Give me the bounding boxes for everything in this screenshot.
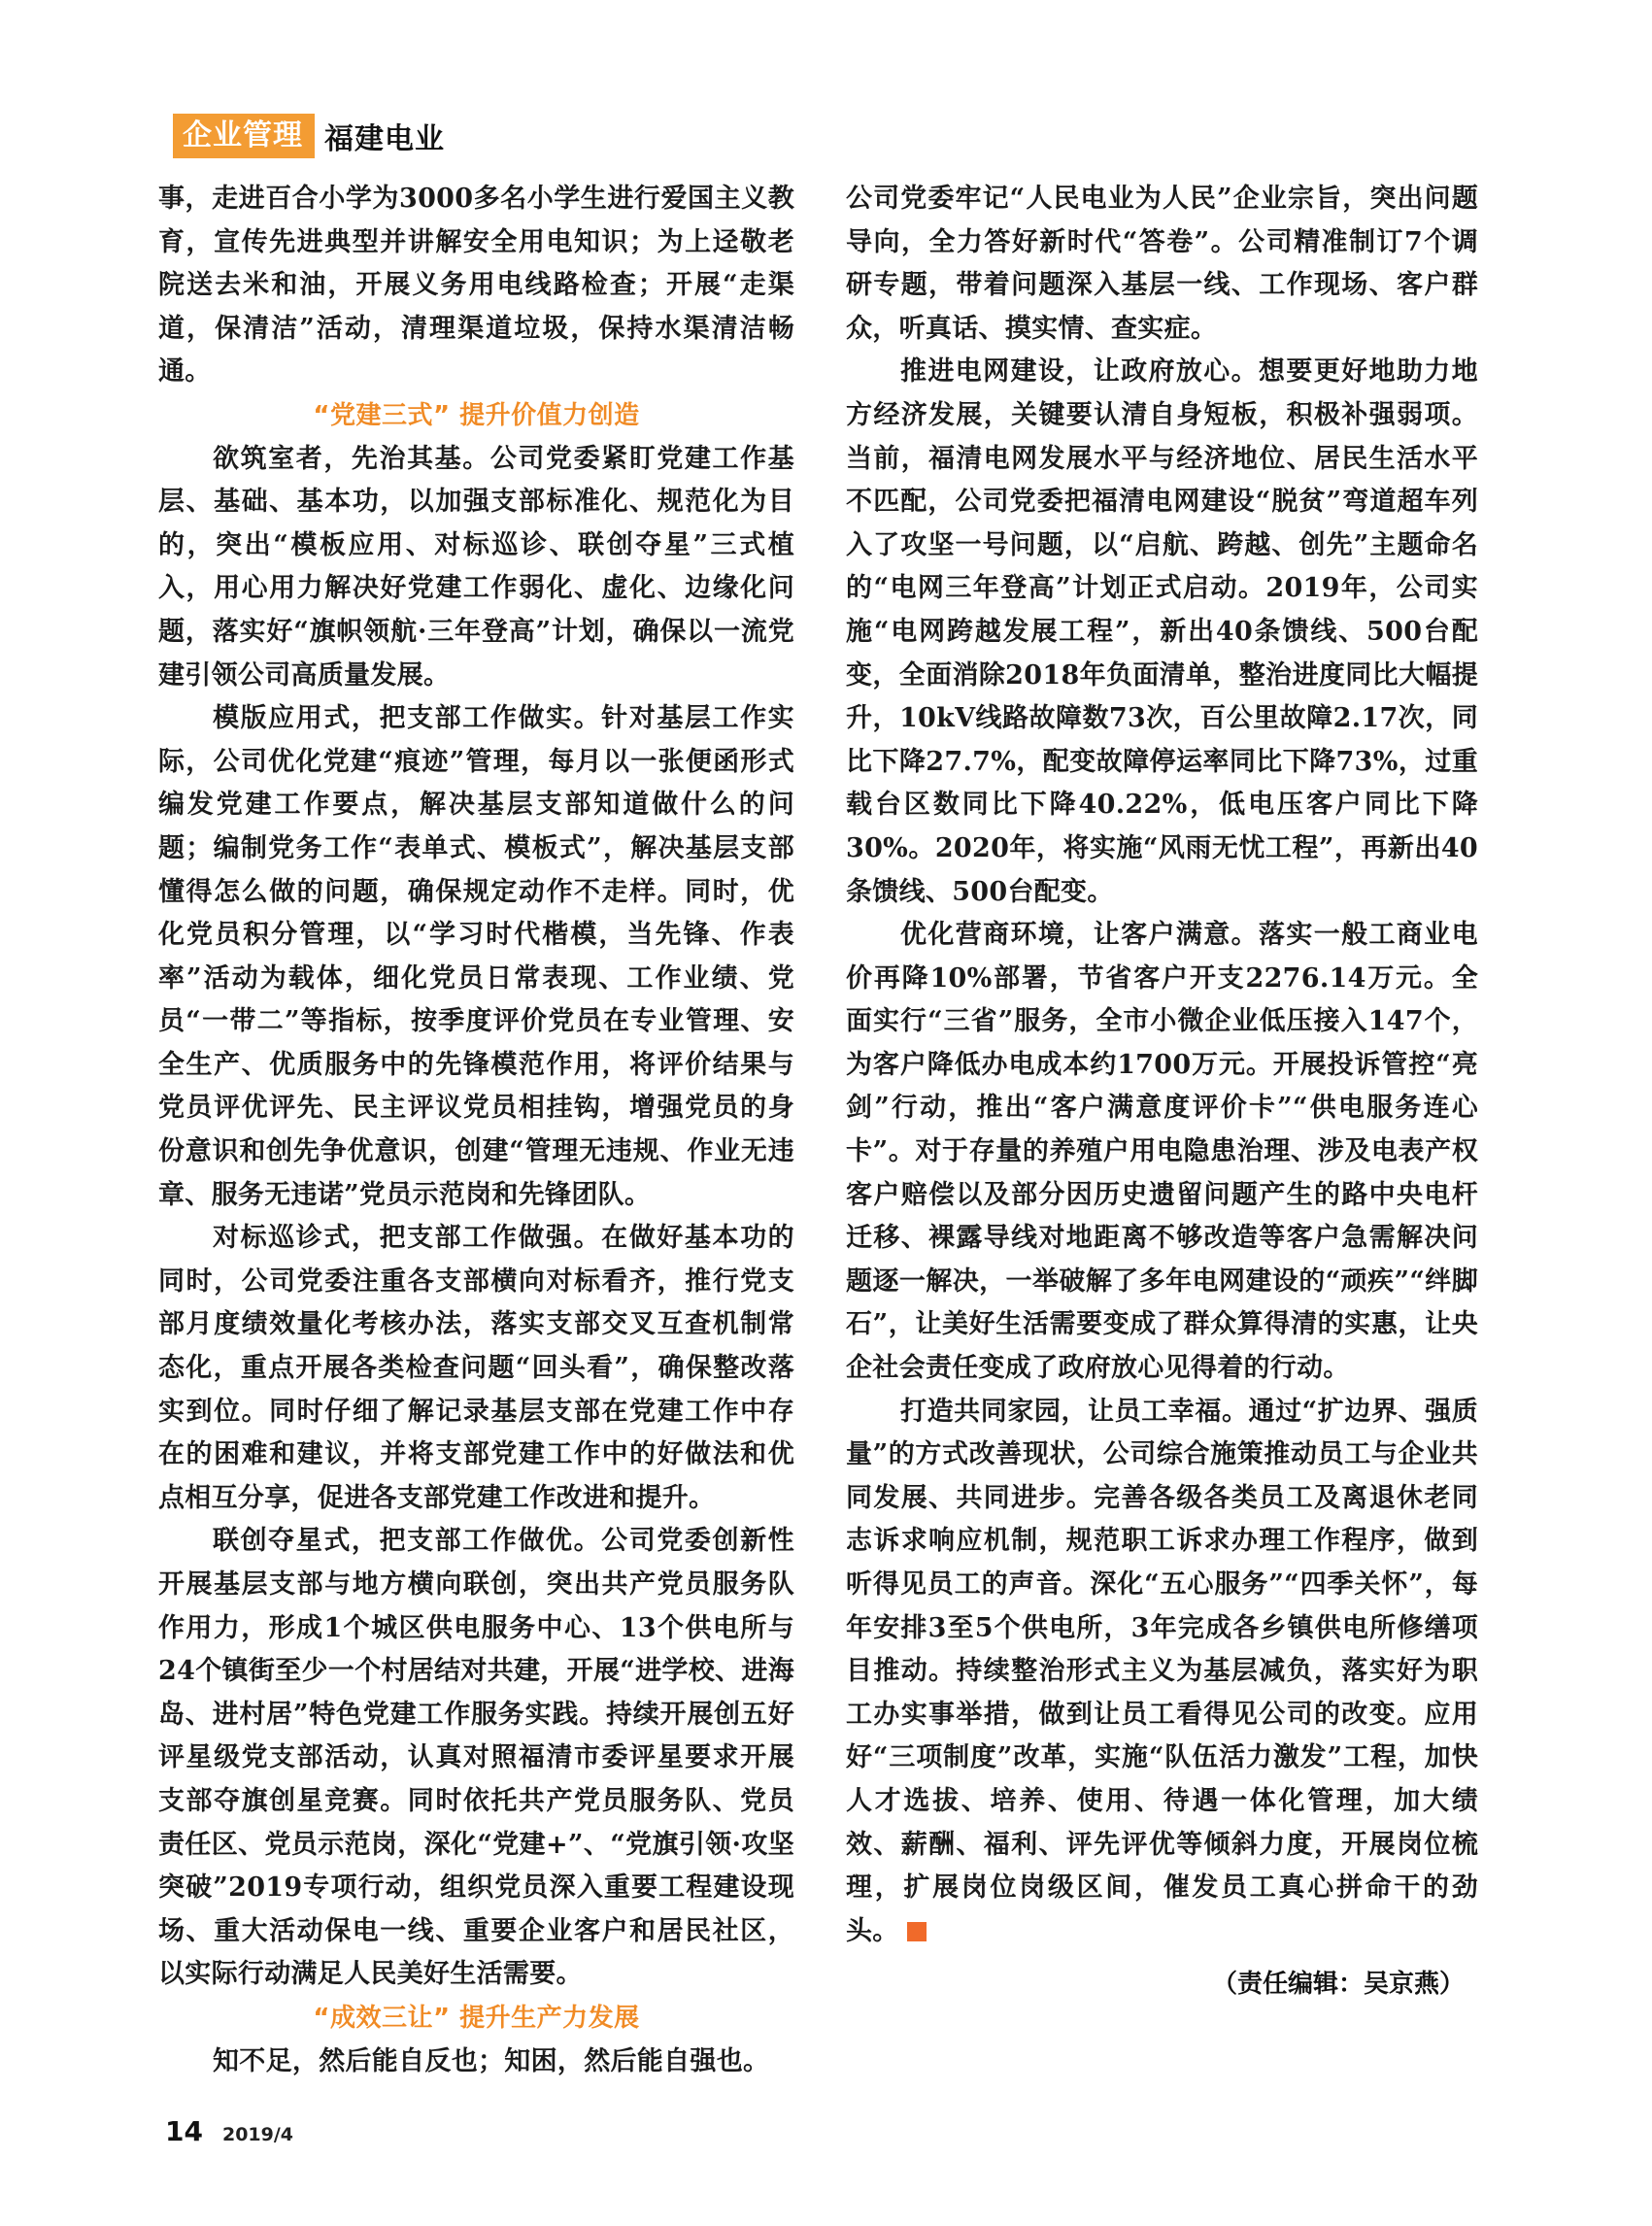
editor-credit: （责任编辑：吴京燕） bbox=[1211, 1970, 1465, 1999]
end-mark bbox=[907, 1922, 927, 1941]
paragraph: 公司党委牢记“人民电业为人民”企业宗旨，突出问题导向，全力答好新时代“答卷”。公司精准制订7个调研专题，带着问题深入基层一线、工作现场、客户群众，听真话、摸实情、查实症。 bbox=[846, 184, 1478, 344]
issue-date: 2019/4 bbox=[221, 2124, 294, 2145]
page-number: 14 bbox=[165, 2115, 203, 2147]
right-column bbox=[846, 178, 1478, 1953]
magazine-name: 福建电业 bbox=[324, 122, 445, 156]
section-badge: 企业管理 bbox=[173, 114, 315, 158]
paragraph: 打造共同家园，让员工幸福。通过“扩边界、强质量”的方式改善现状，公司综合施策推动员工与企业共同发展、共同进步。完善各级各类员工及离退休老同志诉求响应机制，规范职工诉求办理工作程序，做到听得见员工的声音。深化“五心服务”“四季关怀”，每年安排3至5个供电所，3年完成各乡镇供电所修缮项目推动。持续整治形式主义为基层减负，落实好为职工办实事举措，做到让员工看得见公司的改变。应用好“三项制度”改革，实施“队伍活力激发”工程，加快人才选拔、培养、使用、待遇一体化管理，加大绩效、薪酬、福利、评先评优等倾斜力度，开展岗位梳理，扩展岗位岗级区间，催发员工真心拼命干的劲头。 bbox=[846, 1396, 1478, 1946]
paragraph: 模版应用式，把支部工作做实。针对基层工作实际，公司优化党建“痕迹”管理，每月以一张便函形式编发党建工作要点，解决基层支部知道做什么的问题；编制党务工作“表单式、模板式”，解决基层支部懂得怎么做的问题，确保规定动作不走样。同时，优化党员积分管理，以“学习时代楷模，当先锋、作表率”活动为载体，细化党员日常表现、工作业绩、党员“一带二”等指标，按季度评价党员在专业管理、安全生产、优质服务中的先锋模范作用，将评价结果与党员评优评先、民主评议党员相挂钩，增强党员的身份意识和创先争优意识，创建“管理无违规、作业无违章、服务无违诺”党员示范岗和先锋团队。 bbox=[158, 703, 794, 1210]
section-heading: “成效三让” 提升生产力发展 bbox=[313, 2003, 640, 2033]
page-footer bbox=[165, 2115, 293, 2147]
paragraph: 欲筑室者，先治其基。公司党委紧盯党建工作基层、基础、基本功，以加强支部标准化、规范化为目的，突出“模板应用、对标巡诊、联创夺星”三式植入，用心用力解决好党建工作弱化、虚化、边缘化问题，落实好“旗帜领航·三年登高”计划，确保以一流党建引领公司高质量发展。 bbox=[158, 443, 794, 691]
section-heading: “党建三式” 提升价值力创造 bbox=[313, 400, 640, 430]
paragraph: 对标巡诊式，把支部工作做强。在做好基本功的同时，公司党委注重各支部横向对标看齐，推行党支部月度绩效量化考核办法，落实支部交叉互查机制常态化，重点开展各类检查问题“回头看”，确保整改落实到位。同时仔细了解记录基层支部在党建工作中存在的困难和建议，并将支部党建工作中的好做法和优点相互分享，促进各支部党建工作改进和提升。 bbox=[158, 1223, 794, 1513]
paragraph: 事，走进百合小学为3000多名小学生进行爱国主义教育，宣传先进典型并讲解安全用电知识；为上迳敬老院送去米和油，开展义务用电线路检查；开展“走渠道，保清洁”活动，清理渠道垃圾，保持水渠清洁畅通。 bbox=[158, 184, 794, 388]
left-column bbox=[158, 178, 794, 2083]
paragraph: 知不足，然后能自反也；知困，然后能自强也。 bbox=[213, 2045, 770, 2076]
paragraph: 推进电网建设，让政府放心。想要更好地助力地方经济发展，关键要认清自身短板，积极补强弱项。当前，福清电网发展水平与经济地位、居民生活水平不匹配，公司党委把福清电网建设“脱贫”弯道超车列入了攻坚一号问题，以“启航、跨越、创先”主题命名的“电网三年登高”计划正式启动。2019年，公司实施“电网跨越发展工程”，新出40条馈线、500台配变，全面消除2018年负面清单，整治进度同比大幅提升，10kV线路故障数73次，百公里故障2.17次，同比下降27.7%，配变故障停运率同比下降73%，过重载台区数同比下降40.22%，低电压客户同比下降30%。2020年，将实施“风雨无忧工程”，再新出40条馈线、500台配变。 bbox=[846, 356, 1478, 907]
page-header bbox=[173, 114, 445, 158]
paragraph: 联创夺星式，把支部工作做优。公司党委创新性开展基层支部与地方横向联创，突出共产党员服务队作用力，形成1个城区供电服务中心、13个供电所与24个镇街至少一个村居结对共建，开展“进学校、进海岛、进村居”特色党建工作服务实践。持续开展创五好评星级党支部活动，认真对照福清市委评星要求开展支部夺旗创星竞赛。同时依托共产党员服务队、党员责任区、党员示范岗，深化“党建+”、“党旗引领·攻坚突破”2019专项行动，组织党员深入重要工程建设现场、重大活动保电一线、重要企业客户和居民社区，以实际行动满足人民美好生活需要。 bbox=[158, 1526, 794, 1990]
paragraph: 优化营商环境，让客户满意。落实一般工商业电价再降10%部署，节省客户开支2276.14万元。全面实行“三省”服务，全市小微企业低压接入147个，为客户降低办电成本约1700万元。开展投诉管控“亮剑”行动，推出“客户满意度评价卡”“供电服务连心卡”。对于存量的养殖户用电隐患治理、涉及电表产权客户赔偿以及部分因历史遗留问题产生的路中央电杆迁移、裸露导线对地距离不够改造等客户急需解决问题逐一解决，一举破解了多年电网建设的“顽疾”“绊脚石”，让美好生活需要变成了群众算得清的实惠，让央企社会责任变成了政府放心见得着的行动。 bbox=[846, 920, 1478, 1384]
